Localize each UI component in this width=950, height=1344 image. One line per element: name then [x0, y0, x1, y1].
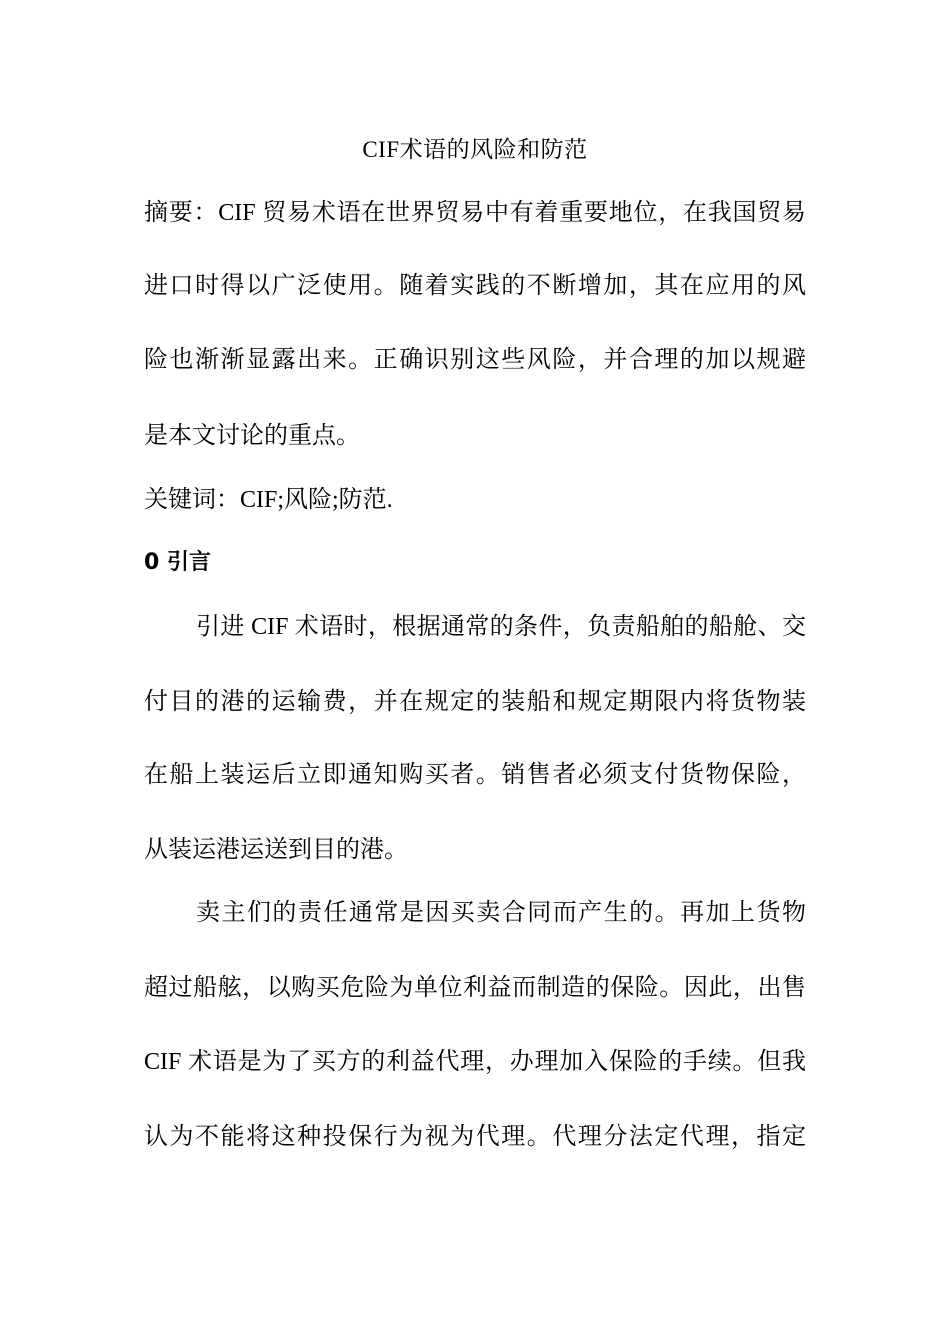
- section-heading: 0 引言: [144, 550, 211, 575]
- paragraph-2-line-3: CIF 术语是为了买方的利益代理，办理加入保险的手续。但我: [144, 1049, 806, 1075]
- paragraph-1-line-2: 付目的港的运输费，并在规定的装船和规定期限内将货物装: [144, 689, 806, 715]
- paragraph-2-line-2: 超过船舷，以购买危险为单位利益而制造的保险。因此，出售: [144, 975, 806, 1001]
- paragraph-2-line-4: 认为不能将这种投保行为视为代理。代理分法定代理，指定: [144, 1124, 806, 1150]
- paragraph-1-line-3: 在船上装运后立即通知购买者。销售者必须支付货物保险，: [144, 762, 806, 788]
- abstract-line-1: 摘要：CIF 贸易术语在世界贸易中有着重要地位，在我国贸易: [144, 200, 806, 226]
- paragraph-1-line-4: 从装运港运送到目的港。: [144, 837, 408, 863]
- abstract-line-4: 是本文讨论的重点。: [144, 423, 360, 449]
- paragraph-1-line-1: 引进 CIF 术语时，根据通常的条件，负责船舶的船舱、交: [196, 614, 806, 640]
- abstract-line-2: 进口时得以广泛使用。随着实践的不断增加，其在应用的风: [144, 273, 806, 299]
- abstract-line-3: 险也渐渐显露出来。正确识别这些风险，并合理的加以规避: [144, 347, 806, 373]
- keywords-line: 关键词：CIF;风险;防范.: [144, 487, 393, 513]
- paragraph-2-line-1: 卖主们的责任通常是因买卖合同而产生的。再加上货物: [196, 900, 806, 926]
- page-title: CIF术语的风险和防范: [362, 137, 588, 162]
